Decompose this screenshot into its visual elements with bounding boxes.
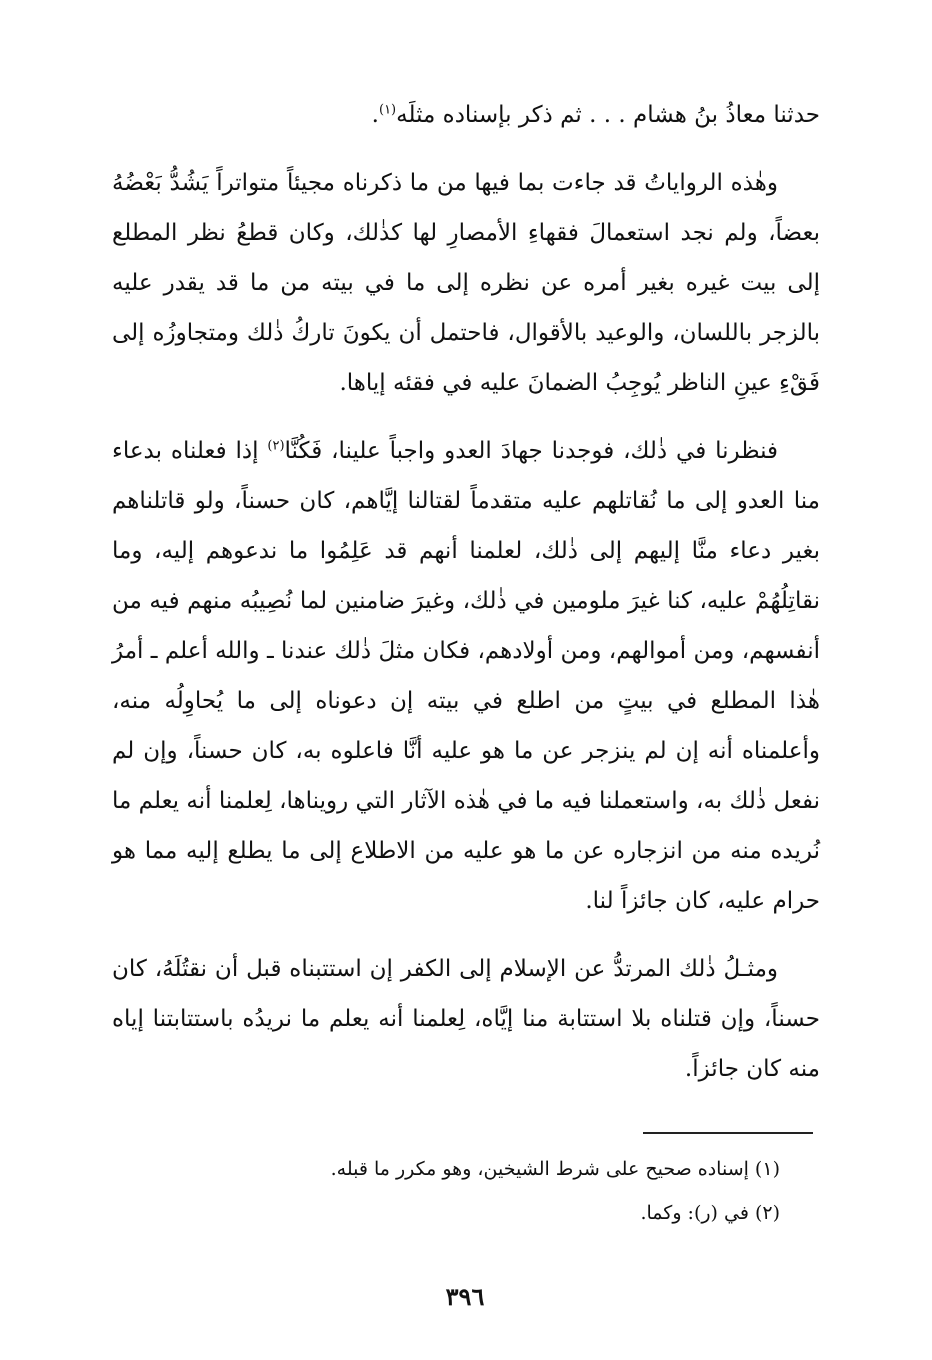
paragraph-2-start: فنظرنا في ذٰلك، فوجدنا جهادَ العدو واجباً علينا، فَكُنَّا — [284, 438, 779, 464]
page-number: ٣٩٦ — [445, 1282, 485, 1311]
intro-line-text: حدثنا معاذُ بنُ هشام . . . ثم ذكر بإسناده مثلَه — [396, 102, 820, 128]
intro-line — [112, 90, 820, 140]
paragraph-2-rest: إذا فعلناه بدعاء منا العدو إلى ما نُقاتلهم عليه متقدماً لقتالنا إيَّاهم، كان حسناً، ولو قاتلناهم بغير دعاء منَّا إليهم إلى ذٰلك، لعلمنا أنهم قد عَلِمُوا ما ندعوهم إليه، وما نقاتِلُهُمْ عليه، كنا غيرَ ملومين في ذٰلك، وغيرَ ضامنين لما نُصِيبُه منهم فيه من أنفسهم، ومن أموالهم، ومن أولادهم، فكان مثلَ ذٰلك عندنا ـ والله أعلم ـ أمرُ هٰذا المطلع في بيتٍ من اطلع في بيته إن دعوناه إلى ما يُحاوِلُه منه، وأعلمناه أنه إن لم ينزجر عن ما هو عليه أنَّا فاعلوه به، كان حسناً، وإن لم نفعل ذٰلك به، واستعملنا فيه ما في هٰذه الآثار التي رويناها، لِعلمنا أنه يعلم ما نُريده منه من انزجاره عن ما هو عليه من الاطلاع إلى ما يطلع إليه مما هو حرام عليه، كان جائزاً لنا. — [112, 438, 820, 914]
paragraph-2 — [112, 426, 820, 926]
paragraph-1: وهٰذه الرواياتُ قد جاءت بما فيها من ما ذكرناه مجيئاً متواتراً يَشُدُّ بَعْضُهُ بعضاً، ولم نجد استعمالَ فقهاءِ الأمصارِ لها كذٰلك، وكان قطعُ نظر المطلع إلى بيت غيره بغير أمره عن نظره إلى ما في بيته من ما قد يقدر عليه بالزجر باللسان، والوعيد بالأقوال، فاحتمل أن يكونَ تاركُ ذٰلك ومتجاوزُه إلى فَقْءِ عينِ الناظر يُوجِبُ الضمانَ عليه في فقئه إياها. — [112, 170, 820, 396]
footnote-1: (١) إسناده صحيح على شرط الشيخين، وهو مكرر ما قبله. — [330, 1158, 780, 1180]
footnote-marker-2: (٢) — [267, 438, 285, 454]
main-text-block — [112, 90, 820, 1094]
footnote-2: (٢) في (ر): وكما. — [640, 1202, 780, 1224]
footnotes-block — [200, 1147, 780, 1235]
footnote-separator — [643, 1132, 813, 1134]
footnote-marker-1: (١) — [378, 102, 397, 118]
intro-line-end: . — [371, 102, 379, 128]
paragraph-3: ومثـلُ ذٰلك المرتدُّ عن الإسلام إلى الكفر إن استتبناه قبل أن نقتُلَهُ، كان حسناً، وإن قتلناه بلا استتابة منا إيَّاه، لِعلمنا أنه يعلم ما نريدُه باستتابتنا إياه منه كان جائزاً. — [112, 956, 820, 1082]
